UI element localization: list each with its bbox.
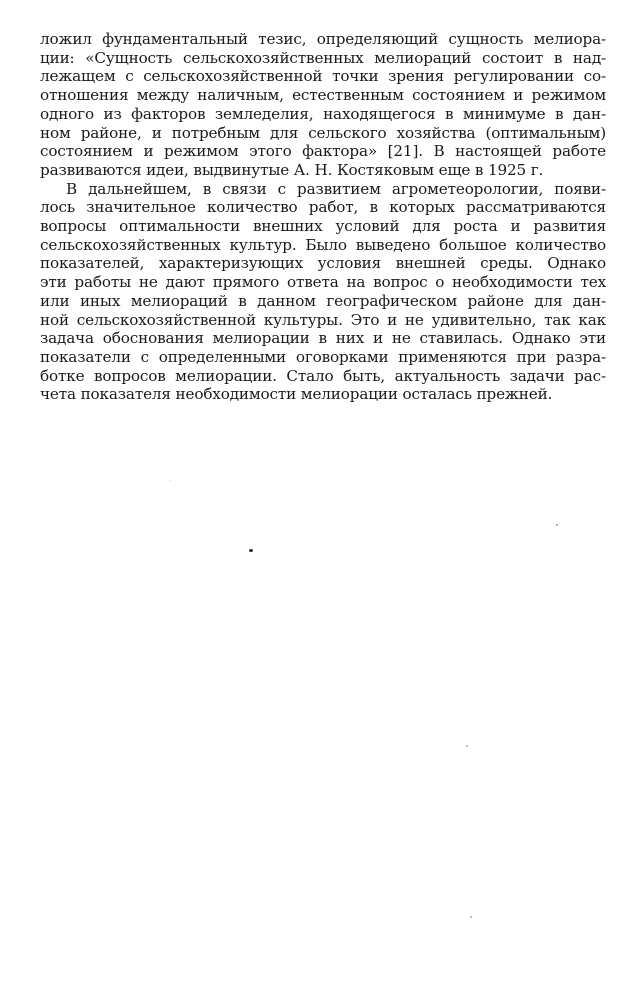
text-line: показателей, характеризующих условия внешней среды. Однако xyxy=(40,254,606,273)
text-line: состоянием и режимом этого фактора» [21]. В настоящей работе xyxy=(40,142,606,161)
text-line: чета показателя необходимости мелиорации осталась прежней. xyxy=(40,385,553,404)
text-line: отношения между наличным, естественным состоянием и режимом xyxy=(40,86,606,105)
text-line: сельскохозяйственных культур. Было выведено большое количество xyxy=(40,235,606,254)
text-line: развиваются идеи, выдвинутые А. Н. Костяковым еще в 1925 г. xyxy=(40,160,544,179)
text-line: показатели с определенными оговорками применяются при разра- xyxy=(40,347,606,366)
text-line: задача обоснования мелиорации в них и не ставилась. Однако эти xyxy=(40,329,606,348)
text-line: вопросы оптимальности внешних условий для роста и развития xyxy=(40,217,606,236)
text-line: эти работы не дают прямого ответа на вопрос о необходимости тех xyxy=(40,273,606,292)
paragraph xyxy=(40,30,606,180)
text-line: одного из факторов земледелия, находящегося в минимуме в дан- xyxy=(40,104,606,123)
text-line: ной сельскохозяйственной культуры. Это и не удивительно, так как xyxy=(40,310,606,329)
scan-speck xyxy=(249,549,253,552)
scan-speck xyxy=(466,745,468,747)
paragraph xyxy=(40,180,606,404)
text-line: лось значительное количество работ, в которых рассматриваются xyxy=(40,198,606,217)
text-line: В дальнейшем, в связи с развитием агрометеорологии, появи- xyxy=(66,179,606,198)
scan-speck xyxy=(556,524,558,526)
text-line: ложил фундаментальный тезис, определяющий сущность мелиора- xyxy=(40,30,606,48)
body-text xyxy=(40,30,606,404)
scan-speck xyxy=(170,480,171,481)
text-line: ботке вопросов мелиорации. Стало быть, актуальность задачи рас- xyxy=(40,366,606,385)
text-line: ции: «Сущность сельскохозяйственных мелиораций состоит в над- xyxy=(40,48,606,67)
scan-speck xyxy=(470,916,472,918)
text-line: или иных мелиораций в данном географическом районе для дан- xyxy=(40,291,606,310)
text-line: ном районе, и потребным для сельского хозяйства (оптимальным) xyxy=(40,123,606,142)
text-line: лежащем с сельскохозяйственной точки зрения регулировании со- xyxy=(40,67,606,86)
